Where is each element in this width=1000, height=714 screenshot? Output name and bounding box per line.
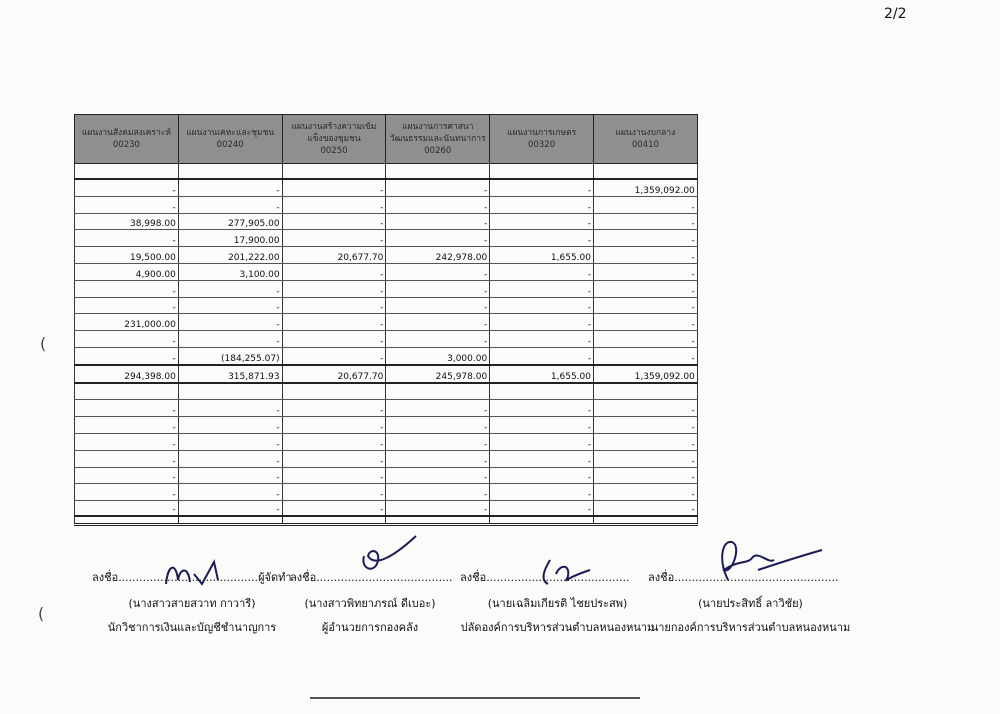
scan-mark-2: ( [38,604,45,623]
table-cell: - [490,213,594,230]
table-row [75,347,698,364]
table-cell: - [490,314,594,331]
table-cell: - [75,347,179,364]
table-cell: 231,000.00 [75,314,179,331]
table-cell: - [593,417,697,434]
table-row [75,484,698,501]
table-cell: - [386,196,490,213]
table-row [75,501,698,517]
column-header: แผนงานการศาสนาวัฒนธรรมและนันทนาการ 00260 [386,115,490,164]
signature-block-finance-director: ลงชื่อ....................................... (นางสาวพิทยาภรณ์ ดีเบอะ) ผู้อำนวยการกองคลัง [290,568,450,636]
table-cell: - [490,433,594,450]
table-cell: - [75,400,179,417]
table-cell: - [593,450,697,467]
table-cell [282,164,386,180]
column-header: แผนงานสังคมสงเคราะห์ 00230 [75,115,179,164]
table-row [75,230,698,247]
table-cell [490,383,594,400]
table-cell: - [490,263,594,280]
table-cell: - [593,247,697,264]
table-cell [593,383,697,400]
page-number: 2/2 [884,6,907,22]
table-row [75,383,698,400]
table-cell: - [178,433,282,450]
table-cell: - [282,347,386,364]
table-cell: - [490,230,594,247]
table-cell: (184,255.07) [178,347,282,364]
table-cell: - [178,196,282,213]
table-cell: 294,398.00 [75,365,179,383]
table-cell: - [178,314,282,331]
table-cell: - [282,297,386,314]
table-cell: - [386,417,490,434]
table-cell: - [386,484,490,501]
table-cell [593,516,697,525]
table-cell: - [178,280,282,297]
table-cell: - [386,280,490,297]
signer-name: (นางสาวพิทยาภรณ์ ดีเบอะ) [304,597,436,610]
table-cell: - [75,501,179,517]
table-cell: - [386,263,490,280]
table-cell: - [490,467,594,484]
table-cell [386,516,490,525]
table-cell: - [386,400,490,417]
column-header: แผนงานงบกลาง 00410 [593,115,697,164]
table-cell: 38,998.00 [75,213,179,230]
signature-scribble-1 [158,554,228,594]
signature-scribble-3 [530,550,620,590]
table-cell: - [75,280,179,297]
table-row [75,314,698,331]
table-cell: - [75,297,179,314]
table-cell [282,383,386,400]
signature-scribble-2 [350,530,430,590]
table-cell: - [593,213,697,230]
table-cell: 1,655.00 [490,247,594,264]
table-cell [178,516,282,525]
table-cell: 277,905.00 [178,213,282,230]
table-cell: - [490,484,594,501]
table-cell: - [386,314,490,331]
table-row [75,297,698,314]
table-cell: - [593,433,697,450]
scan-mark-1: ( [40,334,47,353]
column-header: แผนงานสร้างความเข้มแข็งของชุมชน 00250 [282,115,386,164]
table-cell: - [282,331,386,348]
table-cell: - [593,347,697,364]
table-cell: - [282,213,386,230]
table-row [75,331,698,348]
table-header-row [75,115,698,164]
table-cell: - [178,484,282,501]
table-cell: - [178,450,282,467]
table-cell [593,164,697,180]
table-cell: - [178,417,282,434]
table-cell [75,516,179,525]
table-cell: - [490,501,594,517]
table-cell: 201,222.00 [178,247,282,264]
table-cell: - [282,484,386,501]
table-cell: - [178,501,282,517]
table-cell: 17,900.00 [178,230,282,247]
table-cell: - [593,331,697,348]
signature-block-preparer: ลงชื่อ........................................ผู้จัดทำ (นางสาวสายสวาท กาวารี) นักวิชาการเงินและบัญชีชำนาญการ [92,568,292,636]
table-cell: - [75,179,179,196]
signer-title: ปลัดองค์การบริหารส่วนตำบลหนองหนาม [460,621,655,634]
table-cell [386,383,490,400]
table-row [75,450,698,467]
table-cell: 242,978.00 [386,247,490,264]
table-cell: - [593,263,697,280]
table-cell: - [178,467,282,484]
table-cell: - [178,297,282,314]
table-cell: - [75,331,179,348]
table-cell: - [593,297,697,314]
table-cell [75,383,179,400]
table-cell: - [282,467,386,484]
table-cell: - [386,331,490,348]
column-header: แผนงานเคหะและชุมชน 00240 [178,115,282,164]
table-cell: - [386,501,490,517]
table-cell: - [178,179,282,196]
table-cell: 1,655.00 [490,365,594,383]
table-cell [386,164,490,180]
table-cell: - [593,230,697,247]
table-cell: 245,978.00 [386,365,490,383]
table-cell: - [593,467,697,484]
table-row [75,196,698,213]
table-cell: 315,871.93 [178,365,282,383]
table-cell: - [593,501,697,517]
table-total-row [75,365,698,383]
table-cell: - [282,417,386,434]
table-cell: - [386,213,490,230]
table-row [75,467,698,484]
table-cell [490,516,594,525]
table-cell: - [386,230,490,247]
column-header: แผนงานการเกษตร 00320 [490,115,594,164]
table-cell: - [75,433,179,450]
signer-title: นายกองค์การบริหารส่วนตำบลหนองหนาม [650,621,851,634]
table-cell: - [490,400,594,417]
table-cell: - [490,196,594,213]
table-cell [490,164,594,180]
table-cell: - [282,314,386,331]
signer-name: (นางสาวสายสวาท กาวารี) [128,597,256,610]
table-cell: - [490,450,594,467]
table-cell: - [178,400,282,417]
table-row [75,417,698,434]
table-row [75,213,698,230]
table-cell: - [75,417,179,434]
table-cell: - [490,347,594,364]
table-cell: - [593,196,697,213]
table-cell: - [75,484,179,501]
table-cell: - [593,280,697,297]
signer-title: นักวิชาการเงินและบัญชีชำนาญการ [107,621,277,634]
table-cell: 1,359,092.00 [593,365,697,383]
table-cell: - [75,450,179,467]
table-cell: - [593,484,697,501]
signer-title: ผู้อำนวยการกองคลัง [321,621,419,634]
table-row [75,247,698,264]
table-cell: - [75,230,179,247]
table-cell: - [490,297,594,314]
table-cell: - [490,417,594,434]
table-row [75,263,698,280]
table-cell: - [282,196,386,213]
table-cell: - [282,400,386,417]
table-cell: - [490,331,594,348]
table-row [75,280,698,297]
table-row [75,400,698,417]
table-cell: 20,677.70 [282,365,386,383]
table-cell: - [282,280,386,297]
table-cell: - [386,433,490,450]
signature-block-mayor: ลงชื่อ............................................... (นายประสิทธิ์ ลาวิชัย) นายกองค์การบริหารส่วนตำบลหนองหนาม [648,568,853,636]
table-cell: - [282,179,386,196]
table-cell: 3,000.00 [386,347,490,364]
table-cell: 3,100.00 [178,263,282,280]
table-cell [282,516,386,525]
table-cell: - [282,450,386,467]
table-cell: - [593,400,697,417]
signature-block-deputy: ลงชื่อ......................................... (นายเฉลิมเกียรติ ไชยประสพ) ปลัดองค์การบริหารส่วนตำบลหนองหนาม [460,568,655,636]
table-cell: - [282,501,386,517]
table-row [75,179,698,196]
bottom-edge-line [310,697,640,699]
table-cell: - [386,179,490,196]
table-cell [75,164,179,180]
table-end-row [75,516,698,525]
table-cell: 20,677.70 [282,247,386,264]
table-cell: - [490,280,594,297]
table-cell: 4,900.00 [75,263,179,280]
table-cell: - [386,467,490,484]
table-cell: - [593,314,697,331]
table-cell: 19,500.00 [75,247,179,264]
table-cell: - [178,331,282,348]
budget-table [74,114,698,526]
signer-name: (นายเฉลิมเกียรติ ไชยประสพ) [487,597,628,610]
table-cell [178,164,282,180]
table-cell: - [386,450,490,467]
table-cell [178,383,282,400]
table-cell: - [386,297,490,314]
table-cell: 1,359,092.00 [593,179,697,196]
table-row [75,433,698,450]
table-cell: - [490,179,594,196]
table-spacer-row [75,164,698,180]
table-cell: - [282,263,386,280]
table-cell: - [75,467,179,484]
table-cell: - [75,196,179,213]
table-cell: - [282,433,386,450]
signature-scribble-4 [708,530,828,590]
signer-name: (นายประสิทธิ์ ลาวิชัย) [698,597,803,610]
table-cell: - [282,230,386,247]
